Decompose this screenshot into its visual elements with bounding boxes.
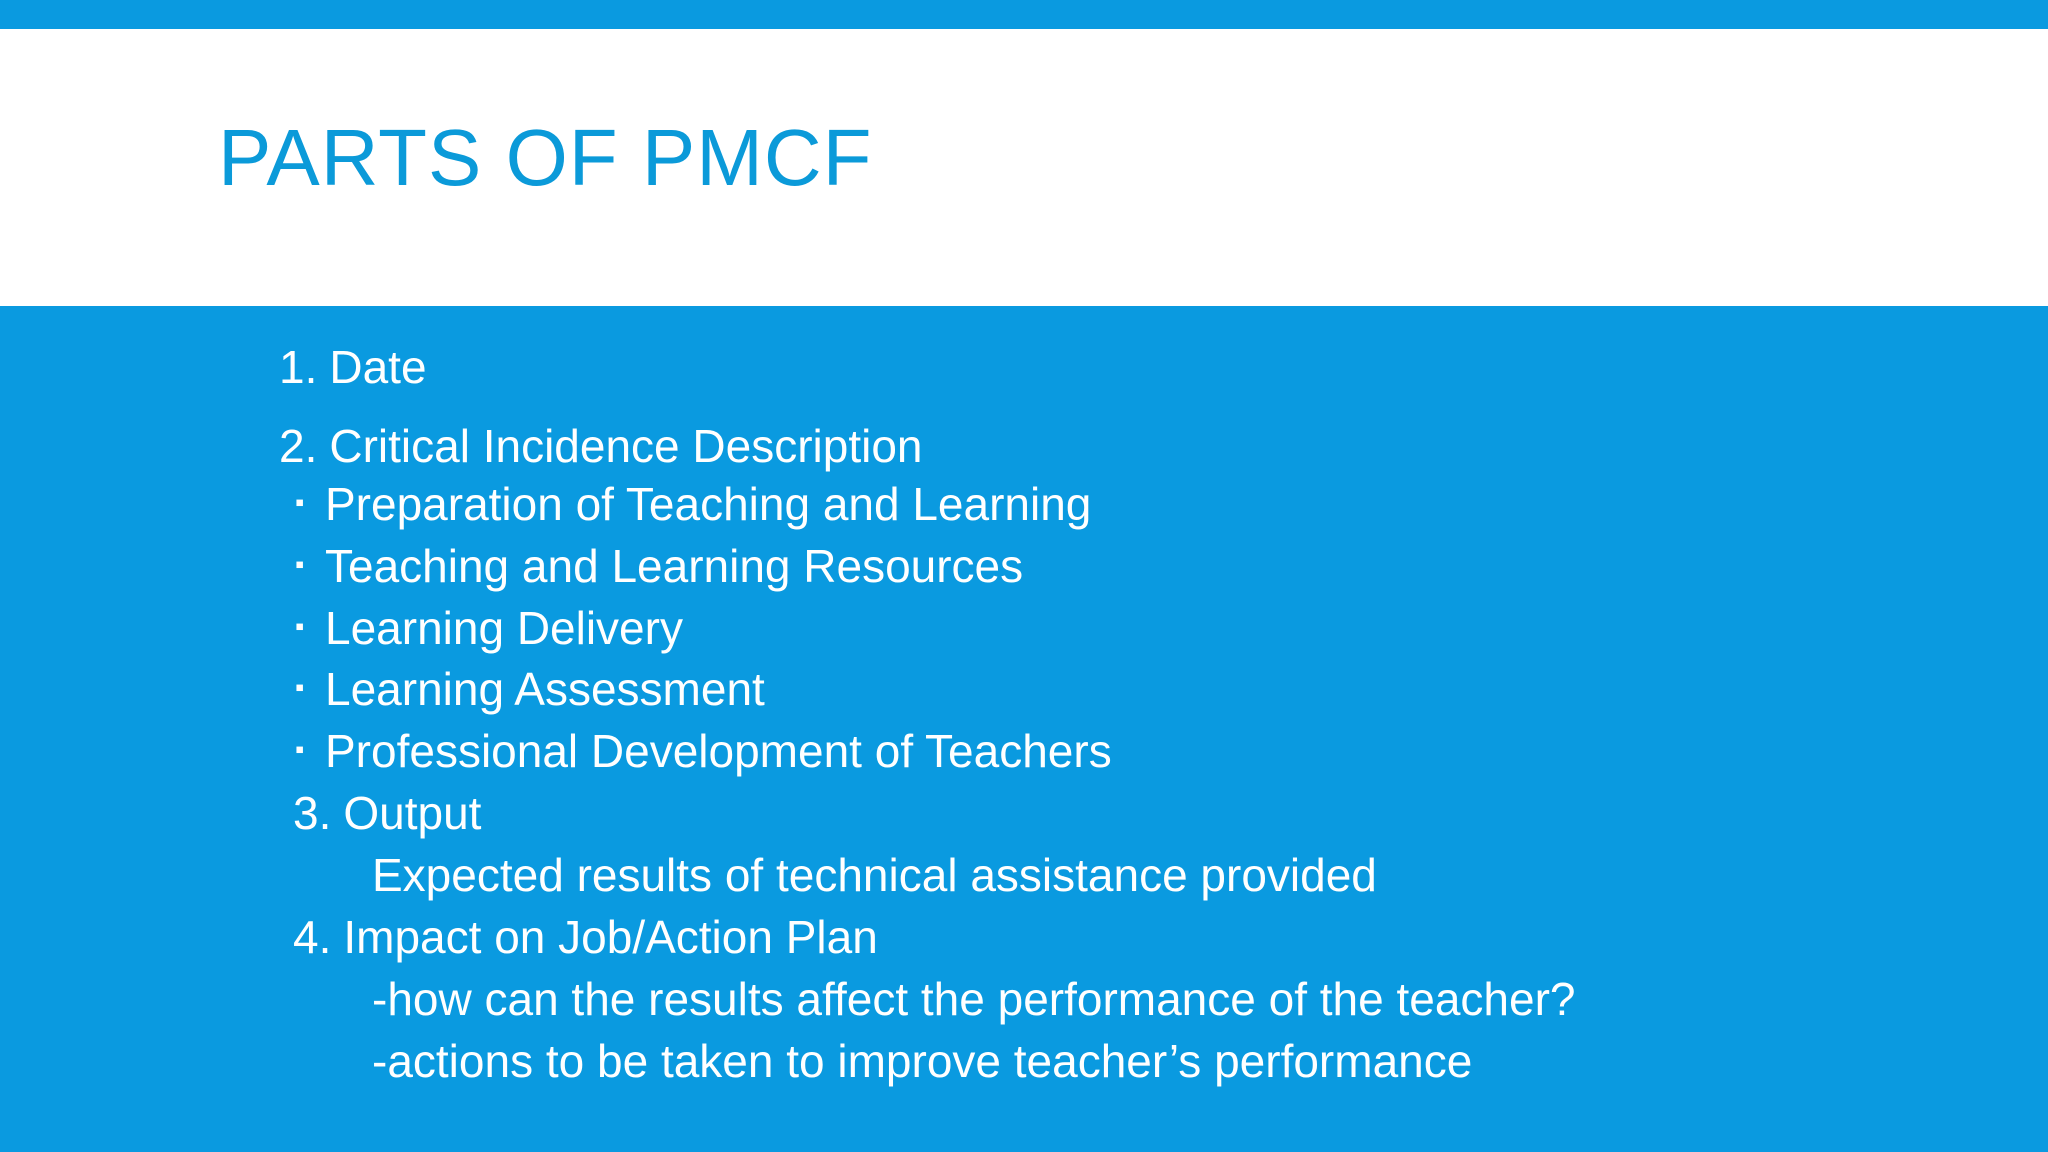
bullet-icon: ▪: [295, 734, 305, 764]
list-item: [279, 341, 427, 393]
slide-title: PARTS OF PMCF: [218, 113, 873, 202]
item-number: 3.: [293, 787, 332, 839]
sub-list-item: Professional Development of Teachers: [325, 725, 1112, 777]
list-item: [279, 420, 923, 472]
impact-detail: -actions to be taken to improve teacher’s performance: [372, 1035, 1473, 1087]
slide-body: [0, 306, 2048, 1152]
output-detail: Expected results of technical assistance provided: [372, 849, 1377, 901]
bullet-icon: ▪: [295, 672, 305, 702]
sub-list-item: Teaching and Learning Resources: [325, 540, 1024, 592]
sub-list-item: Learning Delivery: [325, 602, 683, 654]
item-number: 2.: [279, 420, 318, 472]
sub-list-item: Preparation of Teaching and Learning: [325, 478, 1092, 530]
impact-detail: -how can the results affect the performance of the teacher?: [372, 973, 1576, 1025]
bullet-icon: ▪: [295, 549, 305, 579]
list-item: [293, 787, 482, 839]
item-text: Impact on Job/Action Plan: [343, 911, 878, 963]
top-accent-strip: [0, 0, 2048, 29]
item-number: 1.: [279, 341, 318, 393]
bullet-icon: ▪: [295, 487, 305, 517]
item-number: 4.: [293, 911, 332, 963]
item-text: Date: [329, 341, 427, 393]
item-text: Critical Incidence Description: [329, 420, 923, 472]
item-text: Output: [343, 787, 482, 839]
sub-list-item: Learning Assessment: [325, 663, 765, 715]
list-item: [293, 911, 878, 963]
bullet-icon: ▪: [295, 611, 305, 641]
